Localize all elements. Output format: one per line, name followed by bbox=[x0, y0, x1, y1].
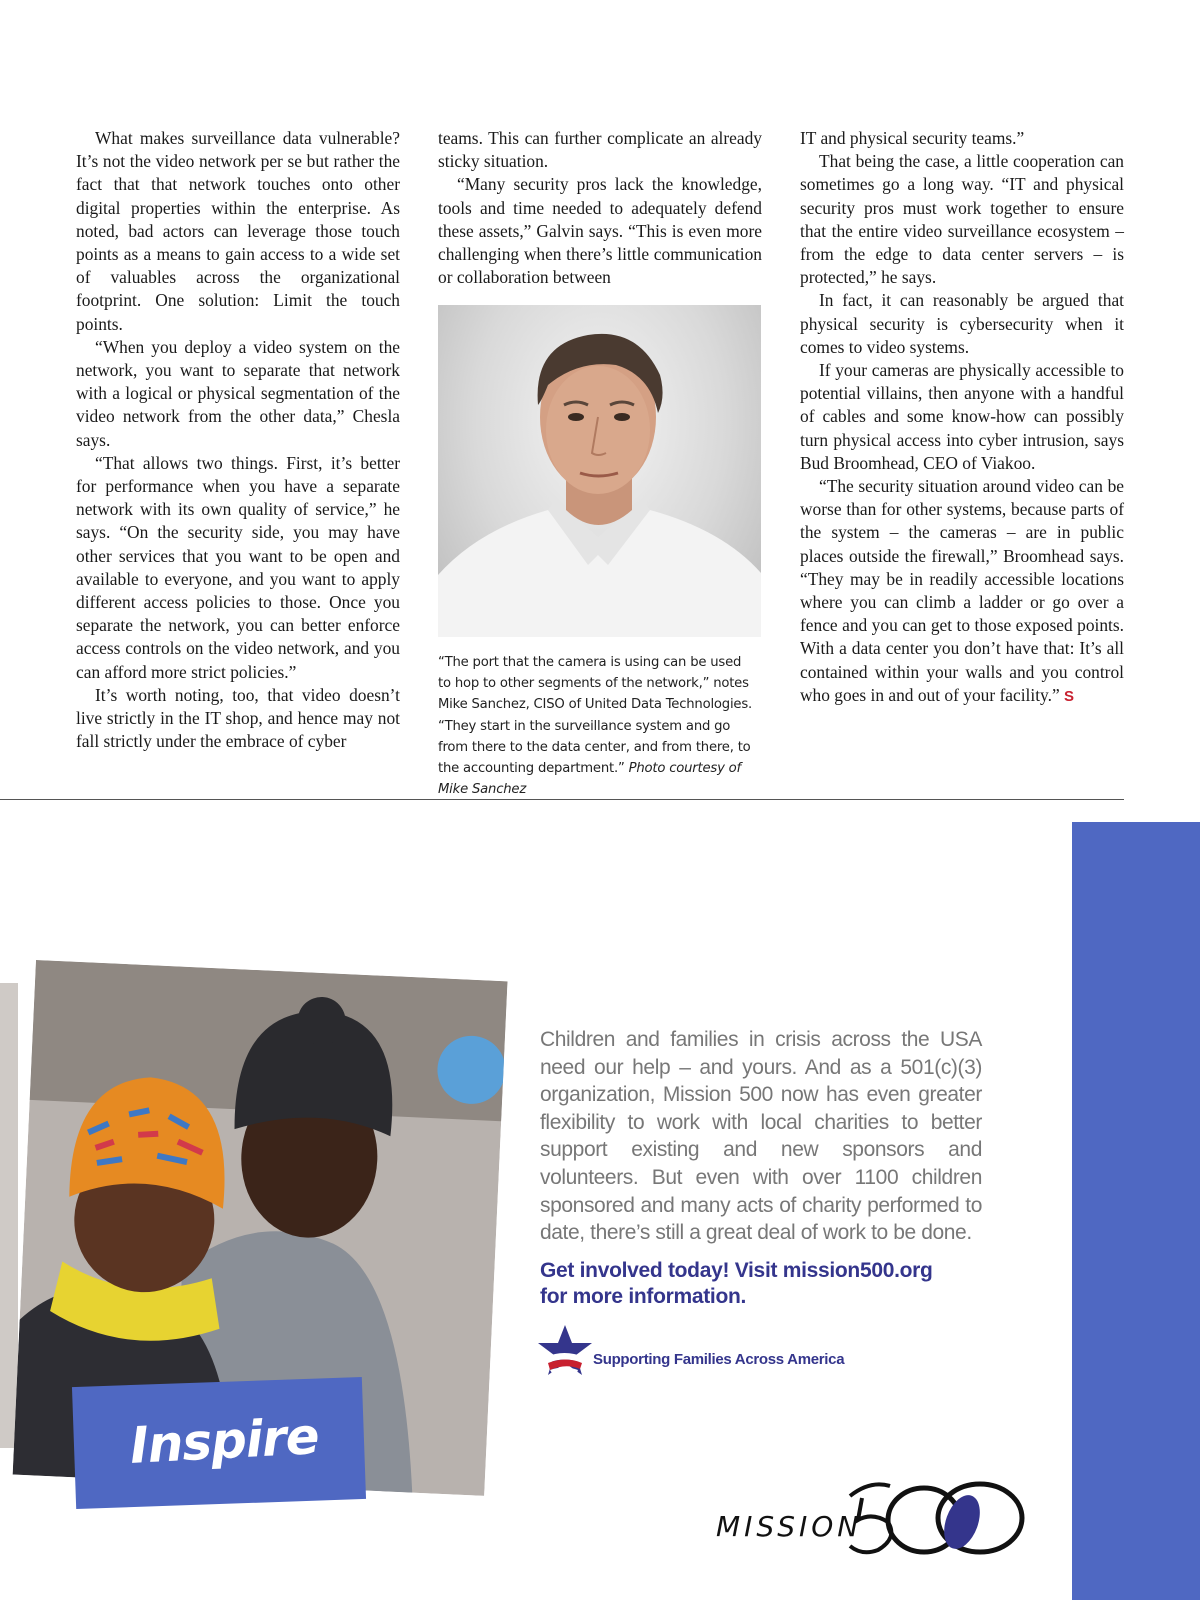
portrait-illustration bbox=[438, 305, 761, 637]
cta-line-2: for more information. bbox=[540, 1284, 747, 1308]
article-paragraph: That being the case, a little cooperation can sometimes go a long way. “IT and physical security pros must work together to ensure that the entire video surveillance ecosystem – from the edge to data center servers – is protected,” he says. bbox=[800, 151, 1124, 288]
article-paragraph: teams. This can further complicate an already sticky situation. bbox=[438, 128, 762, 172]
caption-credit: Photo courtesy of Mike Sanchez bbox=[438, 761, 741, 798]
ad-photo-edge bbox=[0, 983, 18, 1448]
ad-tagline: Supporting Families Across America bbox=[593, 1351, 845, 1368]
mission-logo-word: MISSION bbox=[716, 1510, 863, 1543]
caption-quote: “The port that the camera is using can be used to hop to other segments of the network,” notes Mike Sanchez, CISO of United Data Technologies. “They start in the surveillance system and go from there to the data center, and from there, to the accounting department.” bbox=[438, 655, 753, 777]
article-column-1 bbox=[76, 127, 400, 753]
article-paragraph: In fact, it can reasonably be argued that physical security is cybersecurity when it comes to video systems. bbox=[800, 290, 1124, 357]
ad-call-to-action bbox=[540, 1258, 1000, 1309]
article-column-3 bbox=[800, 127, 1124, 708]
cta-line-1: Get involved today! Visit mission500.org bbox=[540, 1259, 933, 1282]
end-mark: S bbox=[1064, 687, 1075, 705]
article-paragraph: “When you deploy a video system on the network, you want to separate that network with a logical or physical segmentation of the video network from the other data,” Chesla says. bbox=[76, 336, 400, 450]
article-paragraph: What makes surveillance data vulnerable? It’s not the video network per se but rather the fact that that network touches onto other digital properties within the enterprise. As noted, bad actors can leverage those touch points as a means to gain access to a wide set of valuables across the organizational footprint. One solution: Limit the touch points. bbox=[76, 128, 400, 334]
article-paragraph-last bbox=[800, 475, 1124, 708]
ad-blue-torn-strip bbox=[1072, 822, 1200, 1600]
article-column-2 bbox=[438, 127, 762, 289]
inspire-label: Inspire bbox=[128, 1407, 320, 1475]
article-paragraph: If your cameras are physically accessible to potential villains, then anyone with a handful of cables and some know-how can possibly turn physical access into cyber intrusion, says Bud Broomhead, CEO of Viakoo. bbox=[800, 360, 1124, 473]
photo-caption bbox=[438, 652, 756, 800]
article-paragraph: It’s worth noting, too, that video doesn’t live strictly in the IT shop, and hence may not fall strictly under the embrace of cyber bbox=[76, 684, 400, 752]
ad-body-text: Children and families in crisis across the USA need our help – and yours. And as a 501(c)(3) organization, Mission 500 now has even greater flexibility to work with local charities to better support existing and new sponsors and volunteers. But even with over 1100 children sponsored and many acts of charity performed to date, there’s still a great deal of work to be done. bbox=[540, 1028, 982, 1245]
section-divider bbox=[0, 799, 1124, 800]
article-paragraph: “Many security pros lack the knowledge, tools and time needed to adequately defend these assets,” Galvin says. “This is even more challenging when there’s little communication or collaboration between bbox=[438, 174, 762, 288]
article-paragraph: “That allows two things. First, it’s better for performance when you have a separate network with its own quality of service,” he says. “On the security side, you may have other services that you want to be open and available to everyone, and you want to apply different access policies to those. Once you separate the network, you can better enforce access controls on the video network, and you can afford more strict policies.” bbox=[76, 452, 400, 682]
star-flag-logo-icon bbox=[536, 1323, 594, 1379]
article-paragraph: IT and physical security teams.” bbox=[800, 128, 1025, 148]
article-paragraph: “The security situation around video can be worse than for other systems, because parts of the system – the cameras – are in public places outside the firewall,” Broomhead says. “They may be in readily accessible locations where you can climb a ladder or go over a fence and you can get to those exposed points. With a data center you don’t have that: It’s all contained within your walls and you control who goes in and out of your facility.” bbox=[800, 476, 1124, 705]
portrait-photo bbox=[438, 305, 761, 637]
